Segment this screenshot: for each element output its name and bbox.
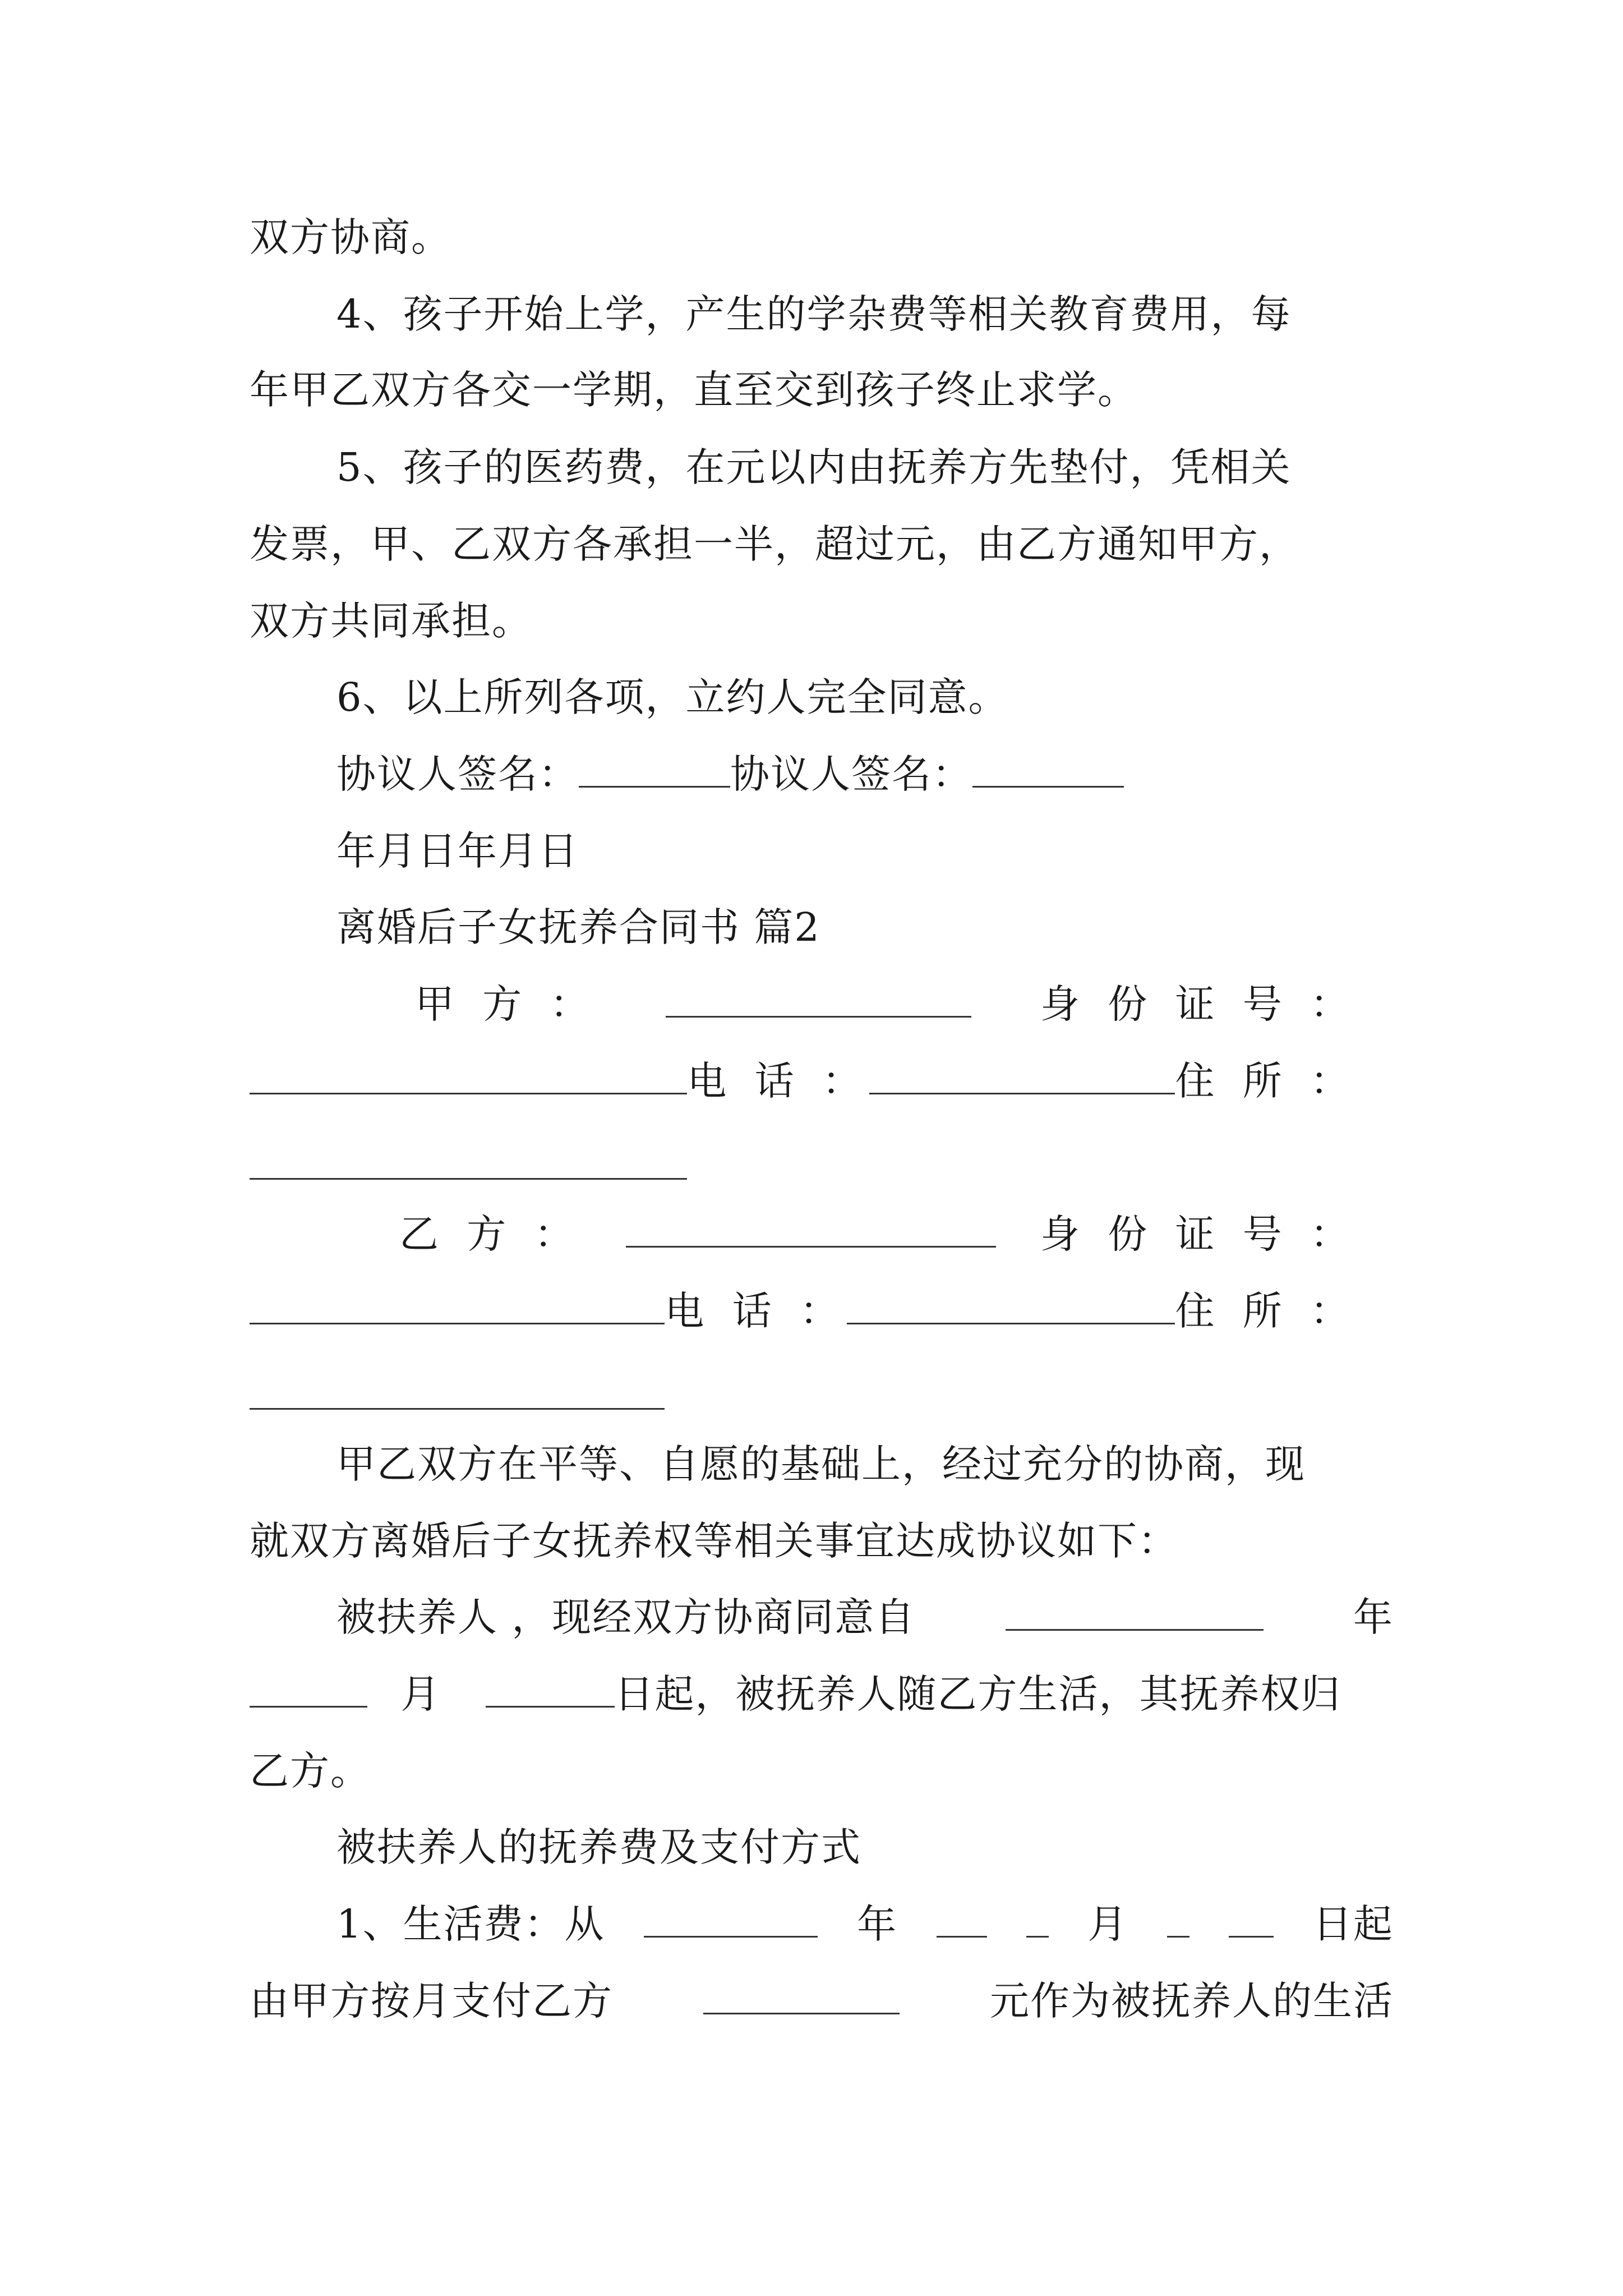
party-a-id-blank[interactable]	[250, 1058, 687, 1094]
custody-line-2-text: 日起，被抚养人随乙方生活，其抚养权归	[614, 1671, 1341, 1717]
party-b-id-blank[interactable]	[250, 1288, 665, 1324]
intro-line-1: 甲乙双方在平等、自愿的基础上，经过充分的协商，现	[336, 1441, 1306, 1487]
signature-line	[336, 749, 1394, 799]
living-payment-text: 由甲方按月支付乙方	[250, 1978, 613, 2024]
intro-line-2: 就双方离婚后子女抚养权等相关事宜达成协议如下：	[250, 1518, 1178, 1564]
custody-month-blank[interactable]	[250, 1671, 367, 1708]
party-a-name-blank[interactable]	[666, 981, 971, 1018]
living-month-label: 月	[1087, 1901, 1128, 1947]
item-5-line-1: 5、孩子的医药费，在元以内由抚养方先垫付，凭相关	[336, 444, 1292, 490]
custody-year-label: 年	[1353, 1594, 1394, 1640]
living-purpose-text: 元作为被抚养人的生活	[990, 1978, 1394, 2024]
living-line-1	[336, 1899, 1394, 1949]
party-b-label: 乙 方 ：	[399, 1211, 582, 1257]
living-line-2	[250, 1976, 1394, 2026]
party-b-id-label: 身 份 证 号 ：	[1040, 1211, 1357, 1257]
custody-line-1	[336, 1592, 1394, 1642]
party-a-label: 甲 方 ：	[415, 981, 597, 1027]
custody-month-label: 月	[400, 1671, 441, 1717]
item-4-line-1: 4、孩子开始上学，产生的学杂费等相关教育费用，每	[336, 291, 1292, 337]
signature-blank-1[interactable]	[579, 751, 730, 788]
item-4-line-2: 年甲乙双方各交一学期，直至交到孩子终止求学。	[250, 367, 1138, 413]
item-5-line-3: 双方共同承担。	[250, 598, 532, 644]
custody-line-1-text: 被扶养人 ，现经双方协商同意自	[336, 1594, 916, 1640]
section-title: 离婚后子女抚养合同书 篇2	[336, 904, 820, 950]
party-b-line-1	[399, 1209, 1357, 1259]
party-b-phone-blank[interactable]	[847, 1288, 1175, 1324]
custody-day-blank[interactable]	[486, 1671, 615, 1708]
living-day-blank-a[interactable]	[1167, 1901, 1189, 1938]
support-title: 被扶养人的抚养费及支付方式	[336, 1824, 861, 1870]
party-b-phone-label: 电 话 ：	[665, 1288, 847, 1334]
party-a-phone-blank[interactable]	[869, 1058, 1175, 1094]
item-5-line-2: 发票，甲、乙双方各承担一半，超过元，由乙方通知甲方，	[250, 521, 1299, 567]
party-a-address-label: 住 所 ：	[1175, 1058, 1357, 1104]
party-a-line-1	[415, 979, 1357, 1029]
party-b-address-label: 住 所 ：	[1175, 1288, 1357, 1334]
party-b-name-blank[interactable]	[626, 1211, 996, 1248]
party-b-address-blank[interactable]	[250, 1402, 665, 1410]
signature-blank-2[interactable]	[972, 751, 1124, 788]
item-6: 6、以上所列各项，立约人完全同意。	[336, 674, 1009, 720]
custody-year-blank[interactable]	[1006, 1594, 1264, 1631]
party-a-phone-label: 电 话 ：	[687, 1058, 869, 1104]
signature-label-1: 协议人签名：	[336, 751, 579, 797]
living-from-label: 1、生活费：从	[336, 1901, 605, 1947]
signature-label-2: 协议人签名：	[730, 751, 972, 797]
living-year-label: 年	[857, 1901, 898, 1947]
party-a-address-blank[interactable]	[250, 1172, 687, 1180]
living-day-label: 日起	[1312, 1901, 1394, 1947]
custody-line-2	[250, 1669, 1394, 1719]
party-a-line-2	[250, 1056, 1394, 1106]
living-day-blank-b[interactable]	[1229, 1901, 1274, 1938]
living-month-blank-a[interactable]	[937, 1901, 987, 1938]
living-month-blank-b[interactable]	[1026, 1901, 1049, 1938]
custody-line-3: 乙方。	[250, 1748, 371, 1794]
party-b-line-2	[250, 1286, 1394, 1336]
living-year-blank[interactable]	[644, 1901, 818, 1938]
party-a-id-label: 身 份 证 号 ：	[1040, 981, 1357, 1027]
date-line: 年月日年月日	[336, 828, 579, 874]
paragraph-continuation: 双方协商。	[250, 214, 451, 260]
living-amount-blank[interactable]	[703, 1978, 900, 2014]
